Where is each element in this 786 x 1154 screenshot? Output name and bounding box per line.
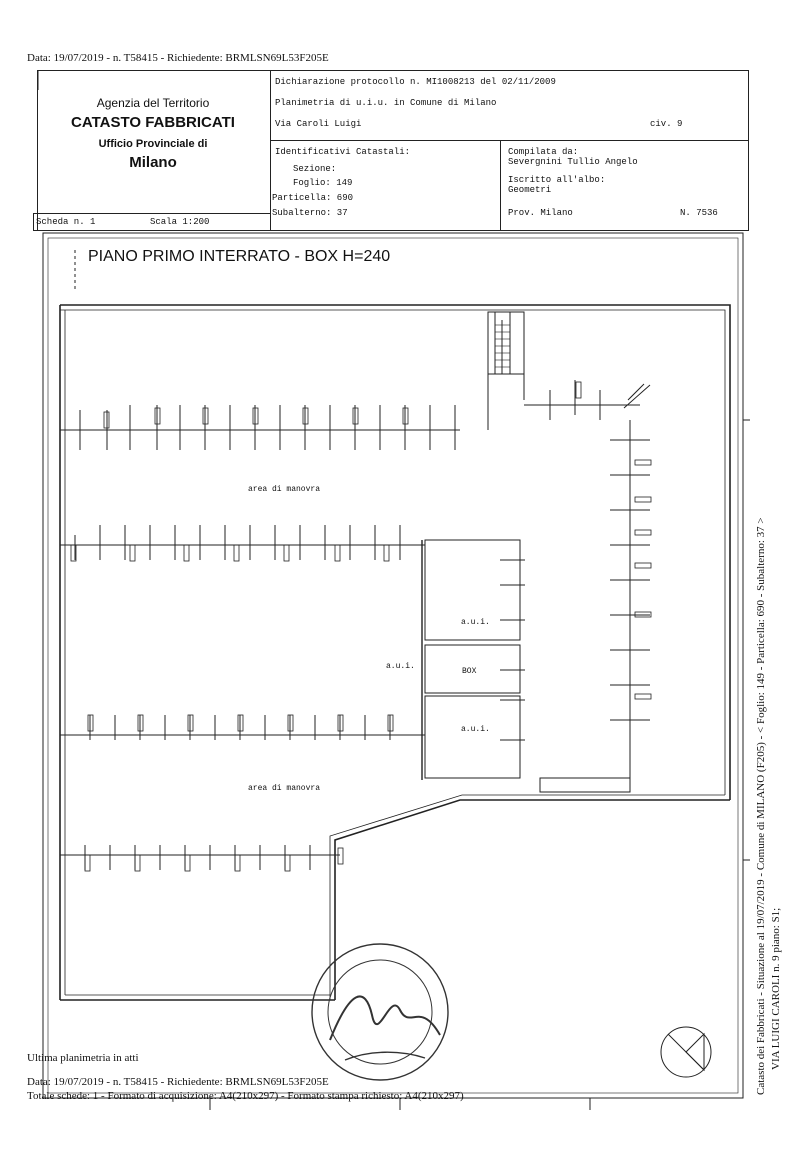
subalterno-field: Subalterno: 37 xyxy=(272,208,348,218)
scale-label: Scala 1:200 xyxy=(150,217,210,227)
particella-field: Particella: 690 xyxy=(272,193,354,203)
identificativi-label: Identificativi Catastali: xyxy=(275,147,411,157)
compilata-label: Compilata da: xyxy=(508,147,579,157)
ultima-planimetria: Ultima planimetria in atti xyxy=(27,1052,139,1064)
side-address: VIA LUIGI CAROLI n. 9 piano: S1; xyxy=(770,907,782,1070)
iscritto-label: Iscritto all'albo: xyxy=(508,175,606,185)
room-label-aui-3: a.u.i. xyxy=(461,725,490,734)
planimetria-line: Planimetria di u.i.u. in Comune di Milano xyxy=(275,98,497,108)
plan-title: PIANO PRIMO INTERRATO - BOX H=240 xyxy=(88,248,391,265)
compilata-name: Severgnini Tullio Angelo xyxy=(508,157,638,167)
footer-totale-line: Totale schede: 1 - Formato di acquisizione: A4(210x297) - Formato stampa richiesto: A4(210x297) xyxy=(27,1090,464,1102)
scheda-number: Scheda n. 1 xyxy=(36,217,96,227)
area-manovra-label-2: area di manovra xyxy=(248,784,321,793)
foglio-field: Foglio: 149 xyxy=(293,178,353,188)
catasto-fabbricati-title: CATASTO FABBRICATI xyxy=(71,114,235,131)
professional-stamp-icon xyxy=(312,944,448,1080)
room-label-box: BOX xyxy=(462,667,477,676)
agency-name: Agenzia del Territorio xyxy=(96,96,210,110)
iscritto-value: Geometri xyxy=(508,185,552,195)
footer-data-line: Data: 19/07/2019 - n. T58415 - Richiedente: BRMLSN69L53F205E xyxy=(27,1076,329,1088)
ufficio-city: Milano xyxy=(129,154,177,171)
civic-number: civ. 9 xyxy=(650,119,683,129)
room-label-aui-1: a.u.i. xyxy=(461,618,490,627)
room-label-aui-2: a.u.i. xyxy=(386,662,415,671)
street-line: Via Caroli Luigi xyxy=(275,119,362,129)
ufficio-provinciale: Ufficio Provinciale di xyxy=(98,138,208,150)
protocol-line: Dichiarazione protocollo n. MI1008213 del 02/11/2009 xyxy=(275,77,556,87)
province-field: Prov. Milano xyxy=(508,208,573,218)
area-manovra-label-1: area di manovra xyxy=(248,485,321,494)
request-info-line: Data: 19/07/2019 - n. T58415 - Richiedente: BRMLSN69L53F205E xyxy=(27,52,329,64)
north-arrow-icon xyxy=(661,1027,711,1077)
sezione-field: Sezione: xyxy=(293,164,337,174)
side-cadastral-situation: Catasto dei Fabbricati - Situazione al 19/07/2019 - Comune di MILANO (F205) - < Foglio: 149 - Particella: 690 - Subalterno: 37 > xyxy=(755,517,767,1095)
register-number: N. 7536 xyxy=(680,208,718,218)
